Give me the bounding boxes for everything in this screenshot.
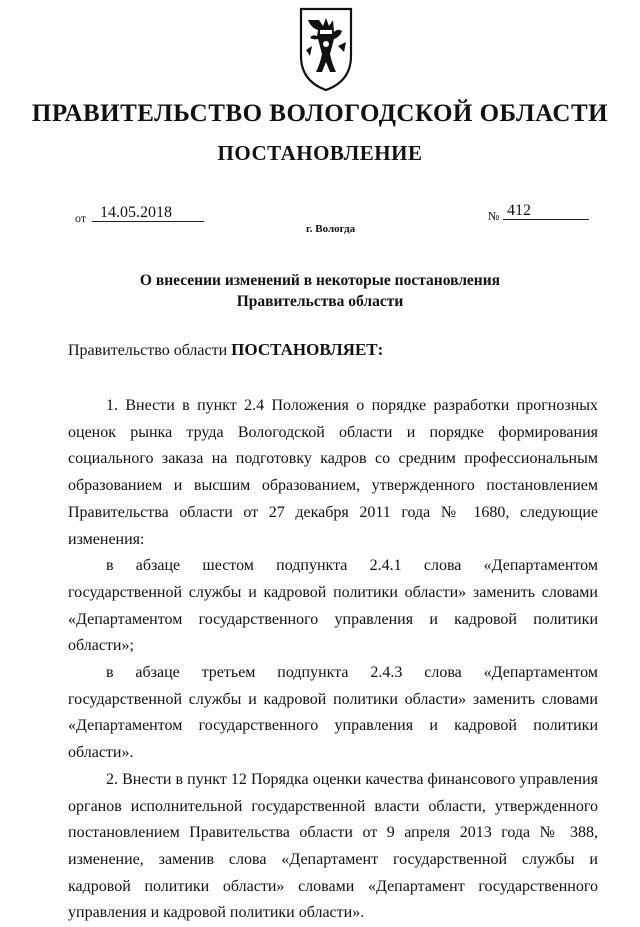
document-number: 412 xyxy=(503,202,589,220)
vologda-coat-of-arms-icon xyxy=(298,6,354,92)
organization-title: ПРАВИТЕЛЬСТВО ВОЛОГОДСКОЙ ОБЛАСТИ xyxy=(31,100,609,127)
document-body xyxy=(68,393,598,927)
decree-lead: Правительство области xyxy=(68,342,228,359)
document-type: ПОСТАНОВЛЕНИЕ xyxy=(217,141,423,165)
document-date: 14.05.2018 xyxy=(92,204,204,222)
body-paragraph: 2. Внести в пункт 12 Порядка оценки качества финансового управления органов исполнительной государственной власти области, утвержденного постановлением Правительства области от 9 апреля 2013 года № 388, изменение, заменив слова «Департамент государственной службы и кадровой политики области» словами «Департамент государственного управления и кадровой политики области». xyxy=(68,770,598,922)
date-prefix: от xyxy=(75,211,87,225)
city-label: г. Вологда xyxy=(306,223,356,235)
subject-line: О внесении изменений в некоторые постановления xyxy=(139,272,501,289)
body-paragraph: 1. Внести в пункт 2.4 Положения о порядке разработки прогнозных оценок рынка труда Вологодской области и порядке формирования социального заказа на подготовку кадров со средним профессиональным образованием и высшим образованием, утвержденного постановлением Правительства области от 27 декабря 2011 года № 1680, следующие изменения: xyxy=(68,397,598,548)
document-subject xyxy=(0,270,640,312)
body-paragraph: в абзаце третьем подпункта 2.4.3 слова «Департаментом государственной службы и кадровой политики области» заменить словами «Департаментом государственного управления и кадровой политики области». xyxy=(68,664,598,762)
subject-line: Правительства области xyxy=(236,293,404,310)
decree-verb: ПОСТАНОВЛЯЕТ: xyxy=(231,340,384,359)
decree-statement xyxy=(68,340,383,360)
body-paragraph: в абзаце шестом подпункта 2.4.1 слова «Департаментом государственной службы и кадровой политики области» заменить словами «Департаментом государственного управления и кадровой политики области»; xyxy=(68,557,598,655)
number-prefix: № xyxy=(488,209,500,223)
